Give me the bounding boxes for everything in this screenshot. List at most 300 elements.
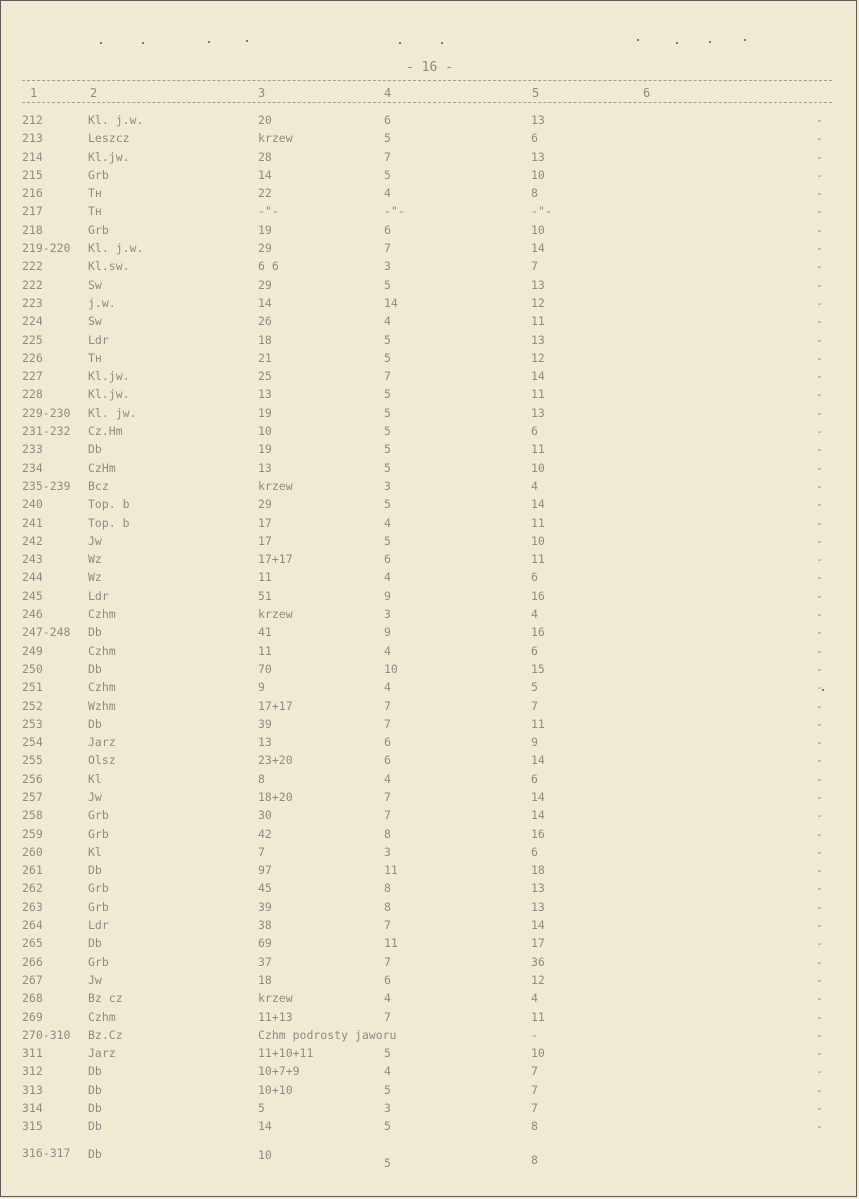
column-header-5: 5 — [532, 86, 540, 100]
cell-circumference: 17+17 — [258, 698, 293, 713]
cell-number: 214 — [22, 149, 43, 164]
cell-notes: - — [816, 442, 823, 457]
speck — [676, 42, 678, 44]
cell-crown: 13 — [531, 277, 545, 292]
cell-height: 5 — [384, 1156, 391, 1170]
cell-species: Db — [88, 1064, 102, 1079]
cell-notes: - — [816, 698, 823, 713]
speck — [744, 39, 746, 41]
cell-height: 6 — [384, 552, 391, 567]
cell-crown: 5 — [531, 680, 538, 695]
cell-crown: 9 — [531, 735, 538, 750]
cell-notes: - — [816, 735, 823, 750]
cell-crown: 7 — [531, 259, 538, 274]
cell-height: 6 — [384, 972, 391, 987]
cell-height: 7 — [384, 149, 391, 164]
cell-notes: - — [816, 826, 823, 841]
cell-circumference: 10+10 — [258, 1082, 293, 1097]
cell-circumference: 41 — [258, 625, 272, 640]
cell-height: 6 — [384, 222, 391, 237]
cell-species: Ldr — [88, 332, 109, 347]
table-row — [0, 788, 859, 806]
cell-circumference: 28 — [258, 149, 272, 164]
cell-number: 260 — [22, 844, 43, 859]
cell-height: -"- — [384, 204, 405, 219]
cell-notes: - — [816, 607, 823, 622]
cell-number: 311 — [22, 1046, 43, 1061]
cell-crown: 6 — [531, 771, 538, 786]
column-header-6: 6 — [643, 86, 651, 100]
cell-height: 14 — [384, 295, 398, 310]
cell-notes: - — [816, 753, 823, 768]
cell-notes: - — [816, 204, 823, 219]
cell-number: 249 — [22, 643, 43, 658]
cell-notes: - — [816, 918, 823, 933]
cell-height: 4 — [384, 314, 391, 329]
cell-crown: 11 — [531, 1009, 545, 1024]
cell-circumference: krzew — [258, 991, 293, 1006]
cell-height: 7 — [384, 954, 391, 969]
cell-circumference: 7 — [258, 844, 265, 859]
cell-notes: - — [816, 881, 823, 896]
table-row — [0, 349, 859, 367]
cell-notes: - — [816, 131, 823, 146]
cell-height: 6 — [384, 113, 391, 127]
cell-notes: - — [816, 716, 823, 731]
cell-crown: 14 — [531, 808, 545, 823]
cell-number: 234 — [22, 460, 43, 475]
cell-height: 11 — [384, 863, 398, 878]
cell-notes: - — [816, 680, 823, 695]
cell-species: Wzhm — [88, 698, 116, 713]
cell-notes: - — [816, 1009, 823, 1024]
cell-number: 212 — [22, 113, 43, 127]
speck — [142, 42, 144, 44]
table-row — [0, 642, 859, 660]
cell-number: 228 — [22, 387, 43, 402]
cell-height: 7 — [384, 241, 391, 256]
table-row — [0, 660, 859, 678]
speck — [246, 40, 248, 42]
cell-notes: - — [816, 241, 823, 256]
table-row — [0, 331, 859, 349]
cell-circumference: 11 — [258, 570, 272, 585]
speck — [100, 42, 102, 44]
cell-number: 255 — [22, 753, 43, 768]
cell-number: 262 — [22, 881, 43, 896]
cell-circumference: 18+20 — [258, 789, 293, 804]
cell-crown: 10 — [531, 533, 545, 548]
cell-number: 216 — [22, 186, 43, 201]
cell-height: 6 — [384, 735, 391, 750]
cell-height: 4 — [384, 680, 391, 695]
cell-crown: 11 — [531, 515, 545, 530]
cell-species: Grb — [88, 167, 109, 182]
cell-number: 231-232 — [22, 424, 71, 439]
cell-notes: - — [816, 113, 823, 127]
cell-height: 7 — [384, 698, 391, 713]
cell-crown: 14 — [531, 789, 545, 804]
cell-circumference: 39 — [258, 716, 272, 731]
table-row — [0, 404, 859, 422]
cell-number: 316-317 — [22, 1146, 71, 1160]
table-row — [0, 1008, 859, 1026]
cell-crown: 17 — [531, 936, 545, 951]
cell-species: Db — [88, 716, 102, 731]
cell-circumference: krzew — [258, 131, 293, 146]
cell-circumference: 21 — [258, 350, 272, 365]
cell-species: Sw — [88, 314, 102, 329]
cell-number: 268 — [22, 991, 43, 1006]
cell-circumference: 22 — [258, 186, 272, 201]
cell-height: 8 — [384, 881, 391, 896]
cell-height: 4 — [384, 1064, 391, 1079]
table-row — [0, 312, 859, 330]
cell-number: 264 — [22, 918, 43, 933]
cell-notes: - — [816, 332, 823, 347]
cell-notes: - — [816, 771, 823, 786]
cell-crown: 6 — [531, 424, 538, 439]
table-row — [0, 587, 859, 605]
cell-species: CzHm — [88, 460, 116, 475]
cell-species: Czhm — [88, 1009, 116, 1024]
cell-crown: 14 — [531, 753, 545, 768]
cell-number: 235-239 — [22, 478, 71, 493]
cell-species: Top. b — [88, 497, 130, 512]
cell-height: 4 — [384, 643, 391, 658]
table-row — [0, 879, 859, 897]
cell-notes: - — [816, 222, 823, 237]
table-row — [0, 1044, 859, 1062]
cell-species: Czhm — [88, 607, 116, 622]
cell-height: 5 — [384, 405, 391, 420]
cell-crown: 6 — [531, 131, 538, 146]
cell-notes: - — [816, 295, 823, 310]
cell-species: Grb — [88, 808, 109, 823]
cell-notes: - — [816, 369, 823, 384]
cell-notes: - — [816, 588, 823, 603]
cell-crown: 7 — [531, 1101, 538, 1116]
cell-species: Kl.sw. — [88, 259, 130, 274]
cell-number: 224 — [22, 314, 43, 329]
cell-crown: 12 — [531, 295, 545, 310]
cell-height: 5 — [384, 442, 391, 457]
cell-crown: 10 — [531, 1046, 545, 1061]
cell-height: 5 — [384, 387, 391, 402]
cell-number: 240 — [22, 497, 43, 512]
cell-circumference: 13 — [258, 387, 272, 402]
cell-species: Tн — [88, 186, 102, 201]
cell-circumference: 19 — [258, 222, 272, 237]
cell-species: Top. b — [88, 515, 130, 530]
cell-species: Db — [88, 1101, 102, 1116]
table-row — [0, 916, 859, 934]
cell-species: Tн — [88, 204, 102, 219]
inventory-table — [0, 111, 859, 1136]
cell-number: 241 — [22, 515, 43, 530]
table-row — [0, 678, 859, 696]
cell-circumference: 11+10+11 — [258, 1046, 314, 1061]
table-row — [0, 1117, 859, 1135]
cell-number: 242 — [22, 533, 43, 548]
cell-circumference: 14 — [258, 295, 272, 310]
cell-species: Kl. j.w. — [88, 241, 144, 256]
table-row — [0, 440, 859, 458]
column-header-1: 1 — [30, 86, 38, 100]
cell-species: Czhm — [88, 643, 116, 658]
cell-species: Grb — [88, 222, 109, 237]
table-row — [0, 257, 859, 275]
cell-species: Kl.jw. — [88, 387, 130, 402]
table-row — [0, 294, 859, 312]
cell-crown: 16 — [531, 826, 545, 841]
cell-species: Jw — [88, 789, 102, 804]
cell-species: Kl.jw. — [88, 369, 130, 384]
cell-height: 11 — [384, 936, 398, 951]
cell-number: 215 — [22, 167, 43, 182]
cell-species: Kl. jw. — [88, 405, 137, 420]
cell-number: 219-220 — [22, 241, 71, 256]
cell-number: 315 — [22, 1119, 43, 1134]
cell-circumference: 29 — [258, 241, 272, 256]
cell-height: 10 — [384, 661, 398, 676]
cell-notes: - — [816, 424, 823, 439]
table-row — [0, 898, 859, 916]
cell-circumference: 29 — [258, 497, 272, 512]
cell-number: 217 — [22, 204, 43, 219]
cell-crown: 7 — [531, 1082, 538, 1097]
cell-notes: - — [816, 789, 823, 804]
cell-crown: - — [531, 1027, 538, 1042]
cell-number: 246 — [22, 607, 43, 622]
cell-height: 5 — [384, 497, 391, 512]
cell-notes: - — [816, 259, 823, 274]
cell-circumference: Czhm podrosty jaworu — [258, 1027, 397, 1042]
cell-notes: - — [816, 936, 823, 951]
cell-crown: 11 — [531, 442, 545, 457]
cell-crown: 13 — [531, 405, 545, 420]
cell-height: 3 — [384, 259, 391, 274]
cell-height: 5 — [384, 533, 391, 548]
cell-number: 247-248 — [22, 625, 71, 640]
table-row — [0, 715, 859, 733]
cell-height: 7 — [384, 1009, 391, 1024]
cell-crown: 8 — [531, 186, 538, 201]
table-row — [0, 221, 859, 239]
cell-notes: - — [816, 314, 823, 329]
cell-number: 266 — [22, 954, 43, 969]
cell-number: 243 — [22, 552, 43, 567]
cell-number: 254 — [22, 735, 43, 750]
table-row — [0, 532, 859, 550]
cell-circumference: -"- — [258, 204, 279, 219]
cell-number: 265 — [22, 936, 43, 951]
cell-species: Kl — [88, 844, 102, 859]
cell-species: j.w. — [88, 295, 116, 310]
cell-number: 263 — [22, 899, 43, 914]
speck — [441, 42, 443, 44]
cell-circumference: 18 — [258, 972, 272, 987]
cell-notes: - — [816, 1082, 823, 1097]
cell-circumference: 70 — [258, 661, 272, 676]
cell-species: Bz.Cz — [88, 1027, 123, 1042]
cell-crown: 13 — [531, 881, 545, 896]
speck — [709, 41, 711, 43]
cell-species: Db — [88, 625, 102, 640]
cell-species: Ldr — [88, 918, 109, 933]
table-row — [0, 806, 859, 824]
cell-circumference: 17+17 — [258, 552, 293, 567]
cell-height: 5 — [384, 424, 391, 439]
cell-number: 269 — [22, 1009, 43, 1024]
table-row — [0, 1099, 859, 1117]
cell-notes: - — [816, 899, 823, 914]
table-row — [0, 605, 859, 623]
cell-notes: - — [816, 405, 823, 420]
cell-species: Tн — [88, 350, 102, 365]
cell-number: 270-310 — [22, 1027, 71, 1042]
column-header-2: 2 — [90, 86, 98, 100]
cell-number: 226 — [22, 350, 43, 365]
cell-circumference: 17 — [258, 533, 272, 548]
cell-crown: 14 — [531, 241, 545, 256]
cell-height: 3 — [384, 607, 391, 622]
cell-circumference: 5 — [258, 1101, 265, 1116]
cell-species: Jarz — [88, 1046, 116, 1061]
cell-number: 312 — [22, 1064, 43, 1079]
cell-height: 3 — [384, 1101, 391, 1116]
cell-notes: - — [816, 497, 823, 512]
cell-circumference: 23+20 — [258, 753, 293, 768]
cell-circumference: 14 — [258, 1119, 272, 1134]
cell-circumference: 6 6 — [258, 259, 279, 274]
cell-species: Db — [88, 1119, 102, 1134]
cell-height: 5 — [384, 350, 391, 365]
cell-height: 4 — [384, 991, 391, 1006]
cell-species: Db — [88, 1147, 102, 1161]
cell-height: 9 — [384, 625, 391, 640]
speck — [637, 39, 639, 41]
cell-species: Grb — [88, 826, 109, 841]
cell-notes: - — [816, 552, 823, 567]
cell-circumference: 97 — [258, 863, 272, 878]
cell-notes: - — [816, 1046, 823, 1061]
cell-species: Wz — [88, 552, 102, 567]
cell-height: 5 — [384, 1046, 391, 1061]
cell-number: 229-230 — [22, 405, 71, 420]
table-row — [0, 953, 859, 971]
cell-crown: 6 — [531, 643, 538, 658]
cell-number: 259 — [22, 826, 43, 841]
cell-height: 4 — [384, 186, 391, 201]
cell-crown: 36 — [531, 954, 545, 969]
cell-notes: - — [816, 1119, 823, 1134]
header-rule-bottom — [22, 102, 832, 103]
cell-crown: 10 — [531, 460, 545, 475]
table-row — [0, 1081, 859, 1099]
cell-notes: - — [816, 350, 823, 365]
cell-height: 7 — [384, 789, 391, 804]
cell-notes: - — [816, 972, 823, 987]
table-row — [0, 751, 859, 769]
cell-height: 7 — [384, 918, 391, 933]
speck — [208, 41, 210, 43]
cell-species: Bcz — [88, 478, 109, 493]
cell-crown: 8 — [531, 1119, 538, 1134]
cell-circumference: 38 — [258, 918, 272, 933]
table-row — [0, 202, 859, 220]
speck — [399, 42, 401, 44]
cell-species: Leszcz — [88, 131, 130, 146]
cell-notes: - — [816, 625, 823, 640]
cell-crown: 10 — [531, 167, 545, 182]
table-row — [0, 385, 859, 403]
table-row — [0, 367, 859, 385]
cell-species: Jarz — [88, 735, 116, 750]
cell-species: Db — [88, 1082, 102, 1097]
header-rule-top — [22, 80, 832, 81]
cell-crown: 8 — [531, 1153, 538, 1167]
cell-crown: 13 — [531, 899, 545, 914]
cell-crown: 13 — [531, 113, 545, 127]
cell-height: 3 — [384, 844, 391, 859]
cell-notes: - — [816, 1027, 823, 1042]
cell-number: 244 — [22, 570, 43, 585]
cell-height: 3 — [384, 478, 391, 493]
cell-number: 258 — [22, 808, 43, 823]
cell-crown: 16 — [531, 625, 545, 640]
table-row — [0, 770, 859, 788]
table-row — [0, 459, 859, 477]
table-row — [0, 1026, 859, 1044]
cell-circumference: 19 — [258, 405, 272, 420]
table-row — [0, 276, 859, 294]
cell-circumference: 45 — [258, 881, 272, 896]
page-number: - 16 - — [406, 60, 453, 75]
cell-crown: 7 — [531, 1064, 538, 1079]
cell-circumference: 30 — [258, 808, 272, 823]
cell-species: Kl — [88, 771, 102, 786]
table-row — [0, 623, 859, 641]
cell-number: 253 — [22, 716, 43, 731]
table-row — [0, 148, 859, 166]
cell-circumference: 8 — [258, 771, 265, 786]
cell-species: Bz cz — [88, 991, 123, 1006]
cell-crown: 11 — [531, 387, 545, 402]
cell-number: 250 — [22, 661, 43, 676]
table-row — [0, 514, 859, 532]
cell-species: Grb — [88, 899, 109, 914]
cell-circumference: 39 — [258, 899, 272, 914]
cell-notes: - — [816, 808, 823, 823]
cell-notes: - — [816, 643, 823, 658]
cell-height: 8 — [384, 826, 391, 841]
column-header-3: 3 — [258, 86, 266, 100]
cell-species: Grb — [88, 881, 109, 896]
cell-circumference: 10+7+9 — [258, 1064, 300, 1079]
cell-crown: 4 — [531, 607, 538, 622]
cell-number: 257 — [22, 789, 43, 804]
cell-crown: 14 — [531, 369, 545, 384]
cell-notes: - — [816, 661, 823, 676]
table-row — [0, 477, 859, 495]
cell-crown: -"- — [531, 204, 552, 219]
cell-notes: - — [816, 954, 823, 969]
cell-number: 256 — [22, 771, 43, 786]
cell-crown: 6 — [531, 844, 538, 859]
cell-species: Cz.Hm — [88, 424, 123, 439]
cell-notes: - — [816, 167, 823, 182]
